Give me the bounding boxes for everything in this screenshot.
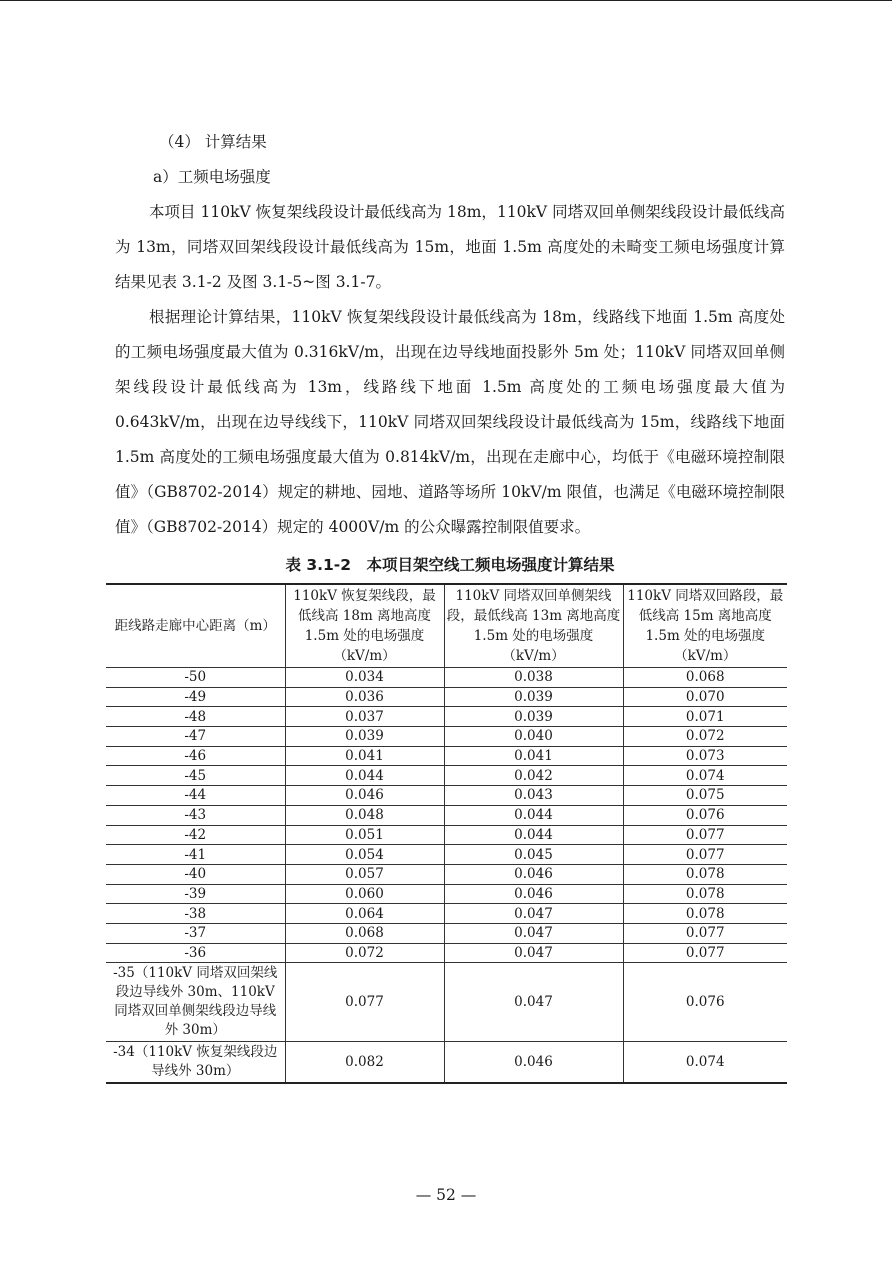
cell-field-strength: 0.072 xyxy=(623,727,787,747)
table-row xyxy=(106,668,787,688)
table-row xyxy=(106,825,787,845)
cell-field-strength: 0.040 xyxy=(444,727,623,747)
cell-field-strength: 0.046 xyxy=(444,864,623,884)
cell-field-strength: 0.073 xyxy=(623,746,787,766)
cell-distance: -48 xyxy=(106,707,285,727)
table-row xyxy=(106,943,787,963)
cell-field-strength: 0.047 xyxy=(444,963,623,1042)
table-row xyxy=(106,707,787,727)
table-row xyxy=(106,923,787,943)
table-row xyxy=(106,727,787,747)
cell-distance: -40 xyxy=(106,864,285,884)
subsection-heading: a）工频电场强度 xyxy=(153,168,271,186)
table-row xyxy=(106,746,787,766)
cell-field-strength: 0.074 xyxy=(623,766,787,786)
cell-field-strength: 0.036 xyxy=(285,687,444,707)
cell-distance: -37 xyxy=(106,923,285,943)
table-row xyxy=(106,786,787,806)
cell-distance: -45 xyxy=(106,766,285,786)
cell-field-strength: 0.047 xyxy=(444,904,623,924)
cell-field-strength: 0.044 xyxy=(444,825,623,845)
cell-field-strength: 0.071 xyxy=(623,707,787,727)
cell-field-strength: 0.038 xyxy=(444,668,623,688)
header-distance: 距线路走廊中心距离（m） xyxy=(106,584,285,668)
table-row xyxy=(106,1042,787,1084)
table-body xyxy=(106,668,787,1084)
results-table xyxy=(106,583,787,1084)
cell-field-strength: 0.074 xyxy=(623,1042,787,1084)
cell-field-strength: 0.044 xyxy=(444,805,623,825)
table-row xyxy=(106,884,787,904)
cell-distance: -35（110kV 同塔双回架线段边导线外 30m、110kV 同塔双回单侧架线段边导线外 30m） xyxy=(106,963,285,1042)
cell-distance: -46 xyxy=(106,746,285,766)
cell-field-strength: 0.068 xyxy=(285,923,444,943)
table-row xyxy=(106,766,787,786)
table-caption: 表 3.1-2 本项目架空线工频电场强度计算结果 xyxy=(285,556,615,574)
header-restore-section: 110kV 恢复架线段，最低线高 18m 离地高度 1.5m 处的电场强度（kV/m） xyxy=(285,584,444,668)
table-row xyxy=(106,904,787,924)
cell-field-strength: 0.048 xyxy=(285,805,444,825)
cell-field-strength: 0.082 xyxy=(285,1042,444,1084)
cell-distance: -47 xyxy=(106,727,285,747)
paragraph-2: 根据理论计算结果，110kV 恢复架线段设计最低线高为 18m，线路线下地面 1.5m 高度处的工频电场强度最大值为 0.316kV/m，出现在边导线地面投影外 5m 处；110kV 同塔双回单侧架线段设计最低线高为 13m，线路线下地面 1.5m 高度处的工频电场强度最大值为 0.643kV/m，出现在边导线线下，110kV 同塔双回架线段设计最低线高为 15m，线路线下地面 1.5m 高度处的工频电场强度最大值为 0.814kV/m，出现在走廊中心，均低于《电磁环境控制限值》（GB8702-2014）规定的耕地、园地、道路等场所 10kV/m 限值，也满足《电磁环境控制限值》（GB8702-2014）规定的 4000V/m 的公众曝露控制限值要求。 xyxy=(115,308,785,536)
table-row xyxy=(106,864,787,884)
cell-field-strength: 0.077 xyxy=(623,825,787,845)
cell-field-strength: 0.078 xyxy=(623,884,787,904)
cell-distance: -41 xyxy=(106,845,285,865)
cell-field-strength: 0.077 xyxy=(623,943,787,963)
cell-field-strength: 0.064 xyxy=(285,904,444,924)
cell-field-strength: 0.076 xyxy=(623,963,787,1042)
cell-distance: -44 xyxy=(106,786,285,806)
cell-field-strength: 0.045 xyxy=(444,845,623,865)
cell-distance: -36 xyxy=(106,943,285,963)
cell-field-strength: 0.078 xyxy=(623,904,787,924)
cell-field-strength: 0.077 xyxy=(623,923,787,943)
cell-field-strength: 0.047 xyxy=(444,943,623,963)
cell-field-strength: 0.044 xyxy=(285,766,444,786)
cell-distance: -42 xyxy=(106,825,285,845)
cell-field-strength: 0.042 xyxy=(444,766,623,786)
cell-distance: -34（110kV 恢复架线段边导线外 30m） xyxy=(106,1042,285,1084)
cell-distance: -49 xyxy=(106,687,285,707)
table-row xyxy=(106,805,787,825)
cell-field-strength: 0.041 xyxy=(285,746,444,766)
cell-field-strength: 0.041 xyxy=(444,746,623,766)
cell-field-strength: 0.047 xyxy=(444,923,623,943)
header-single-side-section: 110kV 同塔双回单侧架线段，最低线高 13m 离地高度 1.5m 处的电场强度（kV/m） xyxy=(444,584,623,668)
cell-field-strength: 0.054 xyxy=(285,845,444,865)
cell-field-strength: 0.077 xyxy=(285,963,444,1042)
cell-field-strength: 0.051 xyxy=(285,825,444,845)
cell-field-strength: 0.039 xyxy=(285,727,444,747)
cell-field-strength: 0.060 xyxy=(285,884,444,904)
cell-field-strength: 0.070 xyxy=(623,687,787,707)
document-page xyxy=(115,125,785,1084)
cell-field-strength: 0.057 xyxy=(285,864,444,884)
cell-field-strength: 0.046 xyxy=(285,786,444,806)
cell-field-strength: 0.068 xyxy=(623,668,787,688)
cell-field-strength: 0.076 xyxy=(623,805,787,825)
cell-field-strength: 0.039 xyxy=(444,707,623,727)
table-row xyxy=(106,963,787,1042)
cell-field-strength: 0.046 xyxy=(444,1042,623,1084)
cell-distance: -38 xyxy=(106,904,285,924)
cell-field-strength: 0.072 xyxy=(285,943,444,963)
cell-field-strength: 0.075 xyxy=(623,786,787,806)
cell-distance: -50 xyxy=(106,668,285,688)
cell-field-strength: 0.077 xyxy=(623,845,787,865)
header-double-circuit-section: 110kV 同塔双回路段，最低线高 15m 离地高度 1.5m 处的电场强度（kV/m） xyxy=(623,584,787,668)
top-rule xyxy=(0,0,892,1)
cell-distance: -39 xyxy=(106,884,285,904)
table-row xyxy=(106,845,787,865)
cell-field-strength: 0.034 xyxy=(285,668,444,688)
table-row xyxy=(106,687,787,707)
section-heading: （4） 计算结果 xyxy=(159,133,267,151)
cell-field-strength: 0.039 xyxy=(444,687,623,707)
cell-field-strength: 0.078 xyxy=(623,864,787,884)
cell-field-strength: 0.043 xyxy=(444,786,623,806)
cell-field-strength: 0.046 xyxy=(444,884,623,904)
page-number: — 52 — xyxy=(415,1186,477,1204)
cell-distance: -43 xyxy=(106,805,285,825)
table-header-row xyxy=(106,584,787,668)
cell-field-strength: 0.037 xyxy=(285,707,444,727)
paragraph-1: 本项目 110kV 恢复架线段设计最低线高为 18m，110kV 同塔双回单侧架线段设计最低线高为 13m，同塔双回架线段设计最低线高为 15m，地面 1.5m 高度处的未畸变工频电场强度计算结果见表 3.1-2 及图 3.1-5~图 3.1-7。 xyxy=(115,203,785,291)
